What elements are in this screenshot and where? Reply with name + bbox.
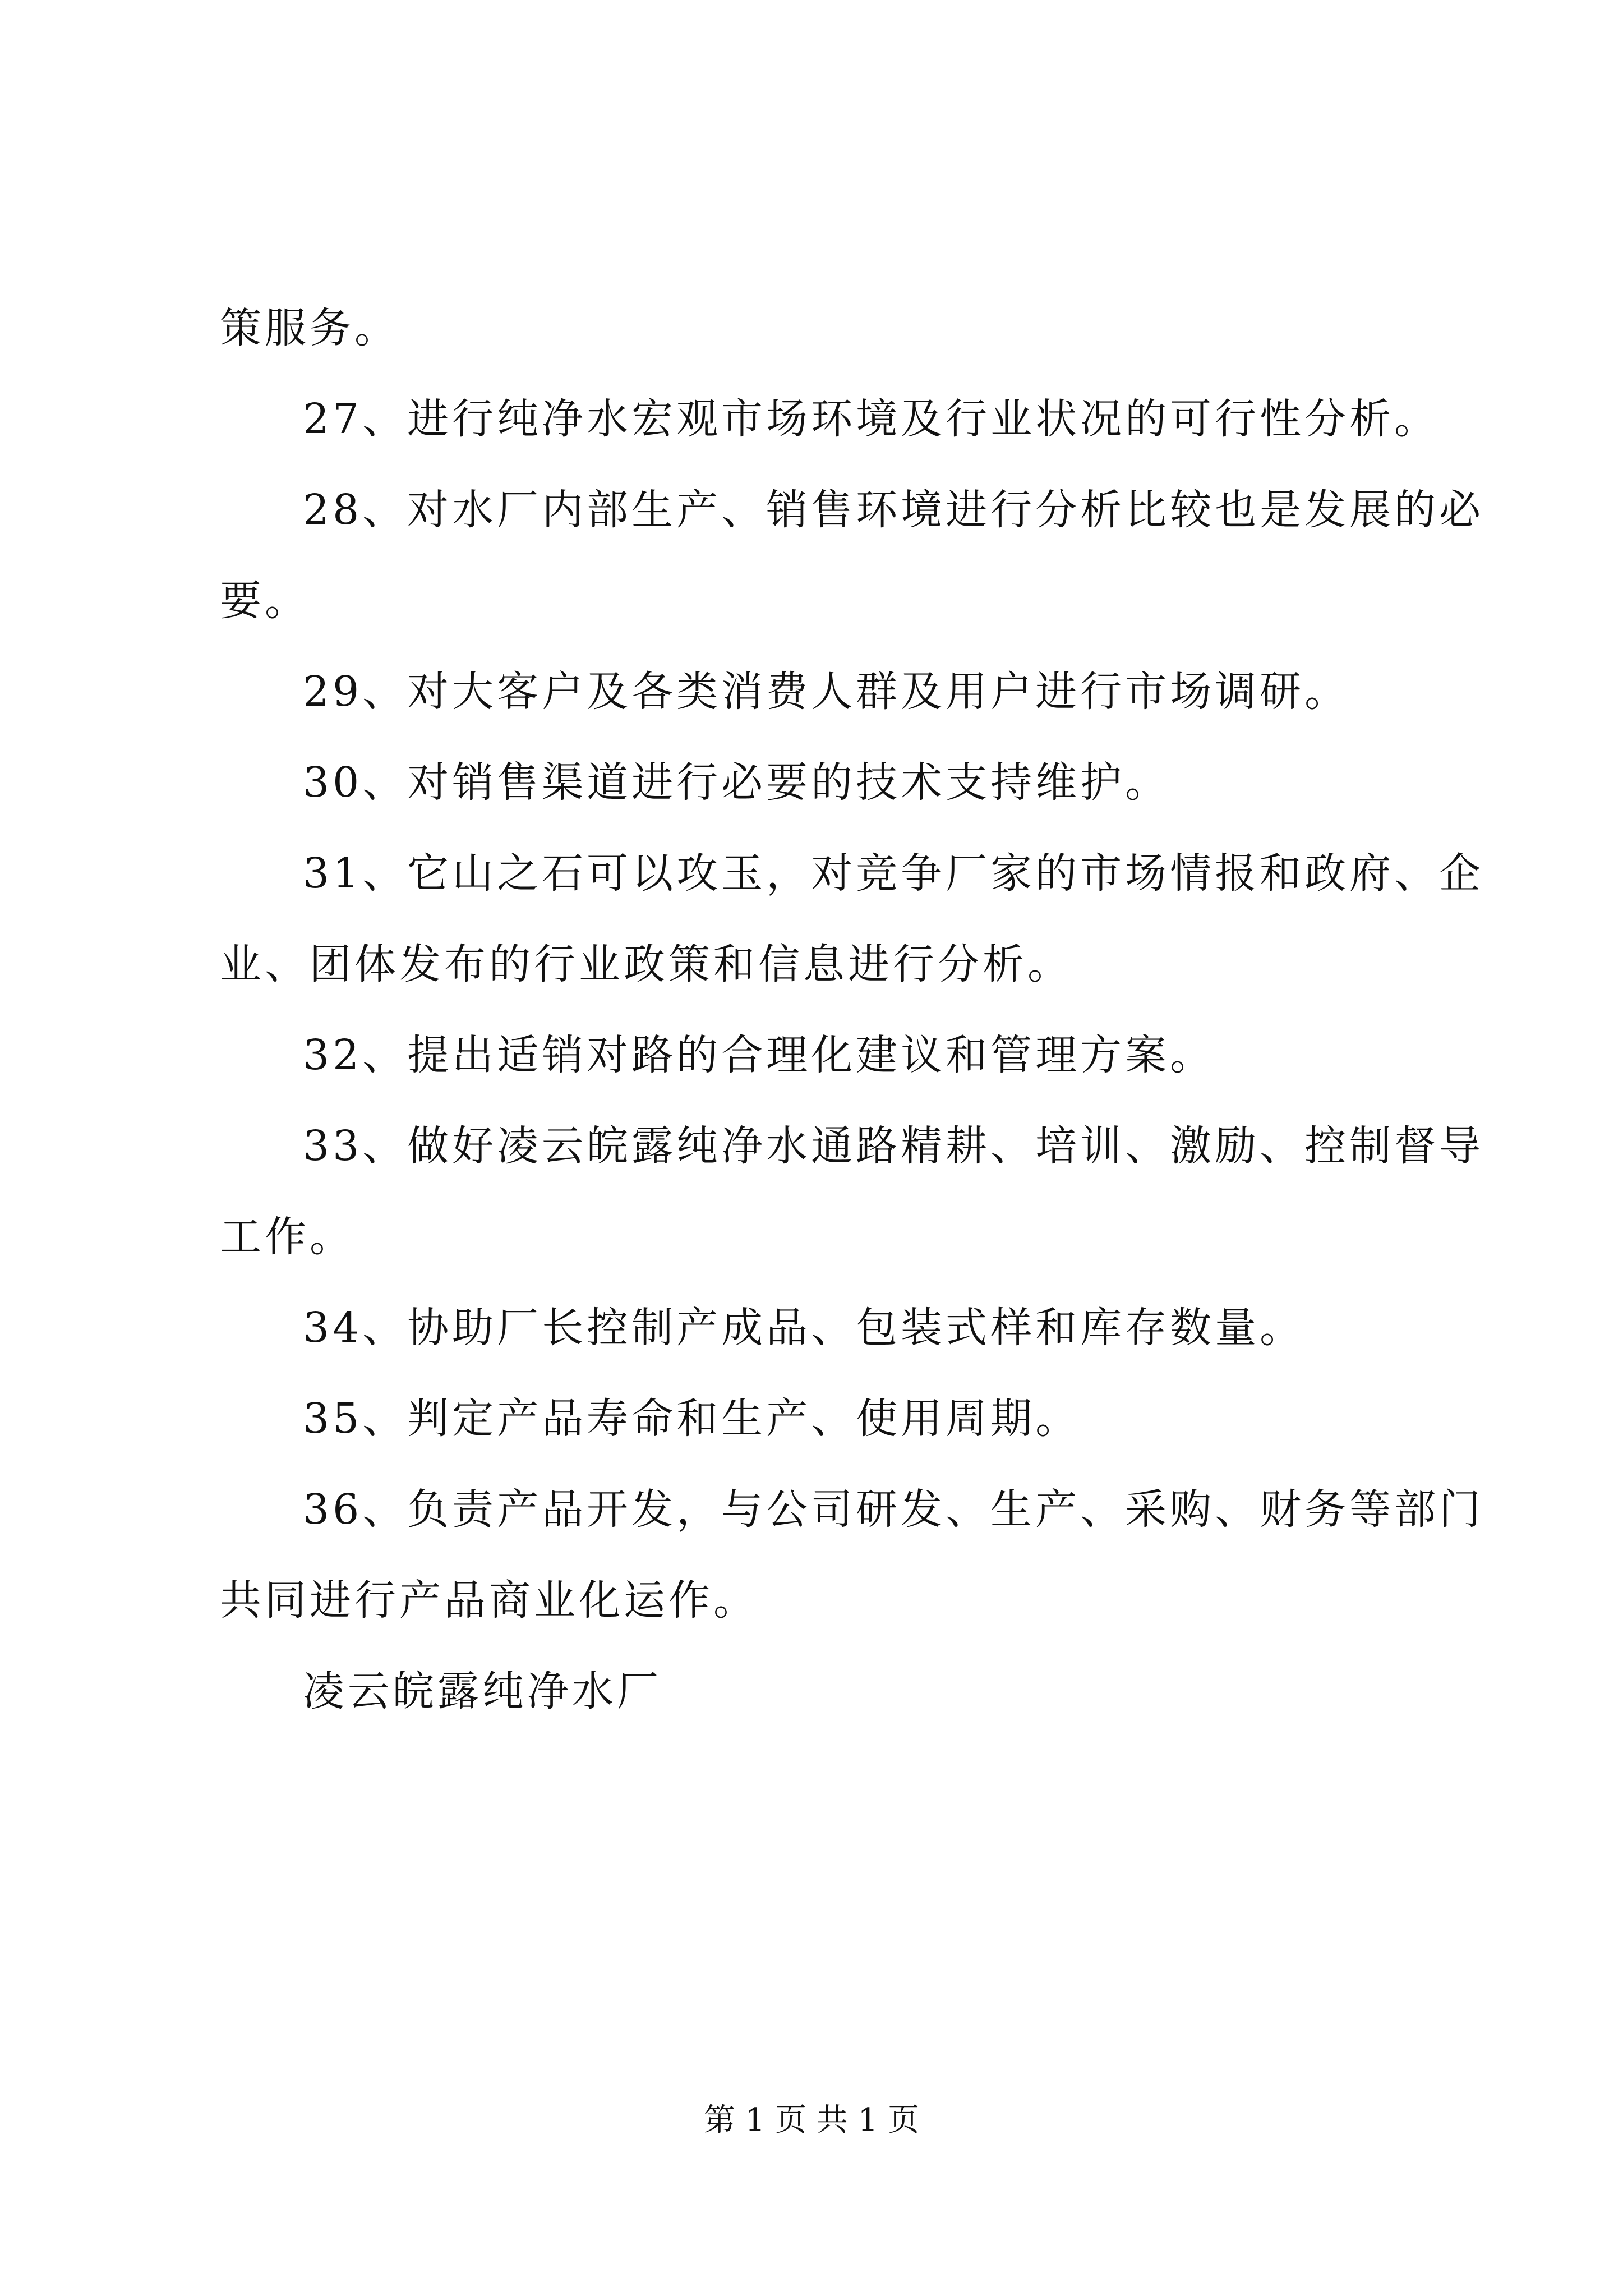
text-line: 28、对水厂内部生产、销售环境进行分析比较也是发展的必 <box>303 486 1484 534</box>
text-line: 30、对销售渠道进行必要的技术支持维护。 <box>303 758 1170 807</box>
text-line: 33、做好凌云皖露纯净水通路精耕、培训、激励、控制督导 <box>303 1122 1484 1170</box>
text-line: 29、对大客户及各类消费人群及用户进行市场调研。 <box>303 668 1350 716</box>
text-line: 27、进行纯净水宏观市场环境及行业状况的可行性分析。 <box>303 395 1440 443</box>
document-body <box>220 300 1484 1754</box>
text-line: 35、判定产品寿命和生产、使用周期。 <box>303 1395 1081 1443</box>
page-footer: 第 1 页 共 1 页 <box>703 2102 920 2138</box>
text-line: 32、提出适销对路的合理化建议和管理方案。 <box>303 1031 1215 1079</box>
text-line: 31、它山之石可以攻玉，对竞争厂家的市场情报和政府、企 <box>303 849 1484 898</box>
text-line: 业、团体发布的行业政策和信息进行分析。 <box>220 940 1072 988</box>
text-line: 34、协助厂长控制产成品、包装式样和库存数量。 <box>303 1304 1305 1352</box>
text-line: 策服务。 <box>220 304 399 352</box>
text-line: 工作。 <box>220 1213 354 1261</box>
signature-line: 凌云皖露纯净水厂 <box>303 1667 662 1715</box>
text-line: 共同进行产品商业化运作。 <box>220 1576 758 1625</box>
text-line: 要。 <box>220 577 310 625</box>
text-line: 36、负责产品开发，与公司研发、生产、采购、财务等部门 <box>303 1485 1484 1534</box>
